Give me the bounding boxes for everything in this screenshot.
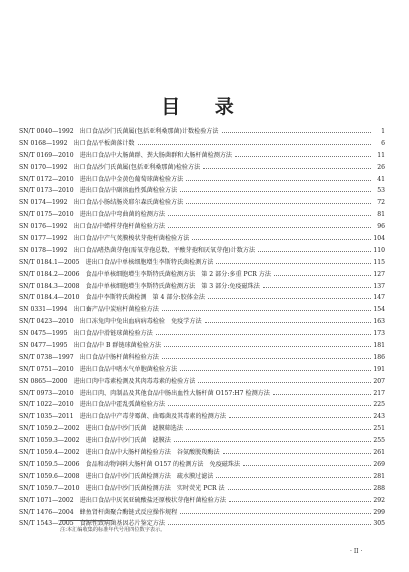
page-reference: 163: [373, 318, 385, 326]
standard-code: SN/T 0175—2010: [19, 211, 74, 219]
standard-code: SN/T 1059.2—2002: [19, 425, 80, 433]
dot-leader: [229, 501, 371, 502]
toc-entry[interactable]: [19, 281, 385, 293]
standard-code: SN/T 1059.4—2002: [19, 449, 80, 457]
toc-entry[interactable]: [19, 138, 385, 150]
toc-entry[interactable]: [19, 221, 385, 233]
toc-entry[interactable]: [19, 126, 385, 138]
page-reference: 104: [373, 235, 385, 243]
dot-leader: [164, 346, 371, 347]
page-reference: 217: [373, 389, 385, 397]
standard-title: 出口食品中 B 群链球菌检验方法: [73, 342, 162, 350]
dot-leader: [186, 203, 371, 204]
standard-code: SN 0475—1995: [19, 330, 68, 338]
standard-title: 进出口食品中沙门氏菌 滤膜筛选法: [85, 425, 183, 433]
standard-title: 食品和动物饲料大肠杆菌 O157 的检测方法 免疫磁珠法: [85, 460, 241, 468]
page-reference: 81: [377, 211, 385, 219]
toc-entry[interactable]: [19, 292, 385, 304]
standard-code: SN/T 1059.3—2002: [19, 437, 80, 445]
dot-leader: [180, 370, 371, 371]
footnote: 注:本汇编收集的标准年代号用四位数字表示。: [60, 527, 166, 533]
standard-code: SN/T 0040—1992: [19, 128, 74, 135]
dot-leader: [168, 215, 371, 216]
standard-title: 出口食品平板菌落计数: [73, 139, 135, 147]
standard-title: 进出口肉、肉制品及其他食品中肠出血性大肠杆菌 O157:H7 检测方法: [79, 389, 270, 397]
dot-leader: [223, 453, 371, 454]
standard-title: 进出口食品中霍乱弧菌检验方法: [79, 401, 165, 409]
dot-leader: [228, 489, 371, 490]
page-reference: 186: [373, 353, 385, 361]
dot-leader: [180, 191, 371, 192]
standard-title: 出口食品沙门氏菌属(包括亚利桑那菌)检验方法: [73, 163, 201, 171]
page-reference: 261: [373, 449, 385, 457]
standard-title: 食品中李斯特氏菌检测 第 4 部分:胶体金法: [85, 294, 205, 302]
page-reference: 11: [377, 151, 385, 159]
dot-leader: [216, 263, 371, 264]
dot-leader: [186, 180, 371, 181]
dot-leader: [168, 227, 371, 228]
footnote-divider: [60, 520, 112, 521]
dot-leader: [274, 275, 371, 276]
dot-leader: [186, 429, 371, 430]
page-reference: 115: [373, 258, 385, 266]
standard-code: SN/T 0423—2010: [19, 318, 74, 326]
page-reference: 72: [377, 199, 385, 207]
standard-code: SN/T 1022—2010: [19, 401, 74, 409]
standard-code: SN/T 1059.7—2010: [19, 484, 80, 492]
standard-title: 出口食品中产气荚膜梭状芽孢杆菌检验方法: [73, 235, 190, 243]
standard-code: SN/T 1071—2002: [19, 496, 74, 504]
page-reference: 299: [373, 508, 385, 516]
toc-entry[interactable]: [19, 483, 385, 495]
toc-entry[interactable]: [19, 352, 385, 364]
page-reference: 137: [373, 282, 385, 290]
standard-code: SN 0331—1994: [19, 306, 68, 314]
standard-code: SN/T 0738—1997: [19, 353, 74, 361]
toc-entry[interactable]: [19, 185, 385, 197]
table-of-contents: [19, 126, 385, 530]
dot-leader: [198, 382, 371, 383]
dot-leader: [168, 405, 371, 406]
page-reference: 191: [373, 365, 385, 373]
toc-entry[interactable]: [19, 209, 385, 221]
toc-entry[interactable]: [19, 376, 385, 388]
standard-title: 出口食品沙门氏菌属(包括亚利桑那菌)计数检验方法: [79, 128, 219, 135]
standard-code: SN 0168—1992: [19, 139, 68, 147]
toc-entry[interactable]: [19, 471, 385, 483]
standard-title: 进出口食品中弯曲菌的检测方法: [79, 211, 165, 219]
dot-leader: [180, 513, 371, 514]
page-reference: 255: [373, 437, 385, 445]
standard-code: SN/T 0751—2010: [19, 365, 74, 373]
dot-leader: [216, 477, 371, 478]
standard-title: 进出口食品中产毒芽霉菌、曲霉菌及其毒素的检测方法: [79, 413, 226, 421]
standard-title: 出口冻兔肉中兔出血病病毒检验 免疫学方法: [79, 318, 202, 326]
standard-code: SN/T 0184.2—2006: [19, 270, 80, 278]
page-number: · II ·: [350, 548, 363, 555]
standard-title: 食源性致病菌基因芯片鉴定方法: [79, 520, 165, 528]
page-reference: 41: [377, 175, 385, 183]
toc-entry[interactable]: [19, 340, 385, 352]
toc-entry[interactable]: [19, 507, 385, 519]
dot-leader: [258, 251, 371, 252]
standard-code: SN/T 0184.1—2005: [19, 258, 80, 266]
standard-code: SN/T 1476—2004: [19, 508, 74, 516]
toc-entry[interactable]: [19, 411, 385, 423]
page-reference: 154: [373, 306, 385, 314]
dot-leader: [138, 144, 372, 145]
toc-entry[interactable]: [19, 304, 385, 316]
standard-title: 进出口食品中单核细胞增生李斯特氏菌检测方法: [85, 258, 214, 266]
dot-leader: [168, 524, 371, 525]
toc-entry[interactable]: [19, 388, 385, 400]
page-reference: 269: [373, 460, 385, 468]
standard-code: SN/T 0172—2010: [19, 175, 74, 183]
standard-title: 食品中单核细胞增生李斯特氏菌检测方法 第 2 部分:多重 PCR 方法: [85, 270, 271, 278]
standard-title: 出口食品中肠杆菌科检验方法: [79, 353, 159, 361]
toc-entry[interactable]: [19, 162, 385, 174]
toc-entry[interactable]: [19, 495, 385, 507]
page-reference: 26: [377, 163, 385, 171]
standard-title: 食品中单核细胞增生李斯特氏菌检测方法 第 3 部分:免疫磁珠法: [85, 282, 260, 290]
dot-leader: [208, 298, 371, 299]
page-reference: 292: [373, 496, 385, 504]
page-reference: 181: [373, 342, 385, 350]
dot-leader: [263, 287, 371, 288]
toc-entry[interactable]: [19, 150, 385, 162]
standard-title: 进出口食品中大肠菌群、粪大肠菌群和大肠杆菌检测方法: [79, 151, 233, 159]
standard-code: SN 0177—1992: [19, 235, 68, 243]
dot-leader: [156, 334, 371, 335]
standard-title: 出口食品小肠结肠炎耶尔森氏菌检验方法: [73, 199, 184, 207]
dot-leader: [222, 132, 372, 133]
page-reference: 281: [373, 472, 385, 480]
dot-leader: [205, 322, 371, 323]
standard-title: 进出口食品中沙门氏菌 滤膜法: [85, 437, 171, 445]
dot-leader: [174, 441, 371, 442]
standard-code: SN/T 0184.4—2010: [19, 294, 80, 302]
standard-title: 进出口食品中副溶血性弧菌检验方法: [79, 187, 178, 195]
standard-title: 进出口食品中沙门氏菌检测方法 疏水膜过滤法: [85, 472, 214, 480]
toc-entry[interactable]: [19, 197, 385, 209]
dot-leader: [203, 168, 371, 169]
dot-leader: [192, 239, 371, 240]
toc-entry[interactable]: [19, 328, 385, 340]
standard-title: 出口食品中蜡样芽孢杆菌检验方法: [73, 223, 165, 231]
standard-code: SN 0477—1995: [19, 342, 68, 350]
standard-title: 进出口食品中沙门氏菌检测方法 实时荧光 PCR 法: [85, 484, 225, 492]
dot-leader: [229, 417, 371, 418]
page-reference: 53: [377, 187, 385, 195]
page-reference: 225: [373, 401, 385, 409]
toc-entry[interactable]: [19, 269, 385, 281]
page-reference: 207: [373, 377, 385, 385]
toc-entry[interactable]: [19, 423, 385, 435]
page-reference: 1: [381, 128, 385, 135]
standard-title: 进出口食品中金黄色葡萄球菌检验方法: [79, 175, 184, 183]
standard-code: SN/T 1035—2011: [19, 413, 74, 421]
page-reference: 243: [373, 413, 385, 421]
page-reference: 251: [373, 425, 385, 433]
standard-code: SN/T 1543—2005: [19, 520, 74, 528]
page-title: 目 录: [161, 96, 248, 118]
toc-entry[interactable]: [19, 245, 385, 257]
toc-entry[interactable]: [19, 233, 385, 245]
standard-title: 出口食品中滑链球菌检验方法: [73, 330, 153, 338]
dot-leader: [162, 310, 371, 311]
standard-title: 进出口食品中大肠杆菌检验方法 谷氨酸脱羧酶法: [85, 449, 220, 457]
page-reference: 127: [373, 270, 385, 278]
standard-title: 进出口肉中毒素检测及其肉毒毒素的检验方法: [73, 377, 196, 385]
toc-entry[interactable]: [19, 447, 385, 459]
standard-code: SN/T 0173—2010: [19, 187, 74, 195]
page-reference: 288: [373, 484, 385, 492]
page-reference: 96: [377, 223, 385, 231]
standard-code: SN 0170—1992: [19, 163, 68, 171]
standard-title: 进出口食品中嗜水气单胞菌检验方法: [79, 365, 178, 373]
standard-code: SN/T 0169—2010: [19, 151, 74, 159]
page-reference: 147: [373, 294, 385, 302]
toc-entry[interactable]: [19, 435, 385, 447]
standard-code: SN/T 1059.6—2008: [19, 472, 80, 480]
page-reference: 110: [373, 246, 385, 254]
standard-code: SN/T 1059.5—2006: [19, 460, 80, 468]
toc-entry[interactable]: [19, 399, 385, 411]
standard-title: 出口畜产品中炭疽杆菌检验方法: [73, 306, 159, 314]
page-reference: 6: [381, 139, 385, 147]
page-reference: 173: [373, 330, 385, 338]
standard-title: 出口食品嗜热菌芽孢(需氧芽孢总数、平酸芽孢和厌氧芽孢)计数方法: [73, 246, 256, 254]
dot-leader: [235, 156, 371, 157]
standard-code: SN 0174—1992: [19, 199, 68, 207]
toc-entry[interactable]: [19, 459, 385, 471]
standard-title: 蜂鱼肾杆菌聚合酶链式反应操作规程: [79, 508, 178, 516]
toc-entry[interactable]: [19, 364, 385, 376]
page-reference: 305: [373, 520, 385, 528]
dot-leader: [243, 465, 371, 466]
dot-leader: [273, 394, 371, 395]
toc-entry[interactable]: [19, 174, 385, 186]
dot-leader: [162, 358, 371, 359]
standard-code: SN/T 0184.3—2008: [19, 282, 80, 290]
standard-code: SN/T 0973—2010: [19, 389, 74, 397]
standard-title: 进出口食品中厌氧亚硫酸盐还原梭状芽孢杆菌检验方法: [79, 496, 226, 504]
toc-entry[interactable]: [19, 316, 385, 328]
toc-entry[interactable]: [19, 257, 385, 269]
standard-code: SN 0176—1992: [19, 223, 68, 231]
standard-code: SN 0178—1992: [19, 246, 68, 254]
standard-code: SN 0865—2000: [19, 377, 68, 385]
